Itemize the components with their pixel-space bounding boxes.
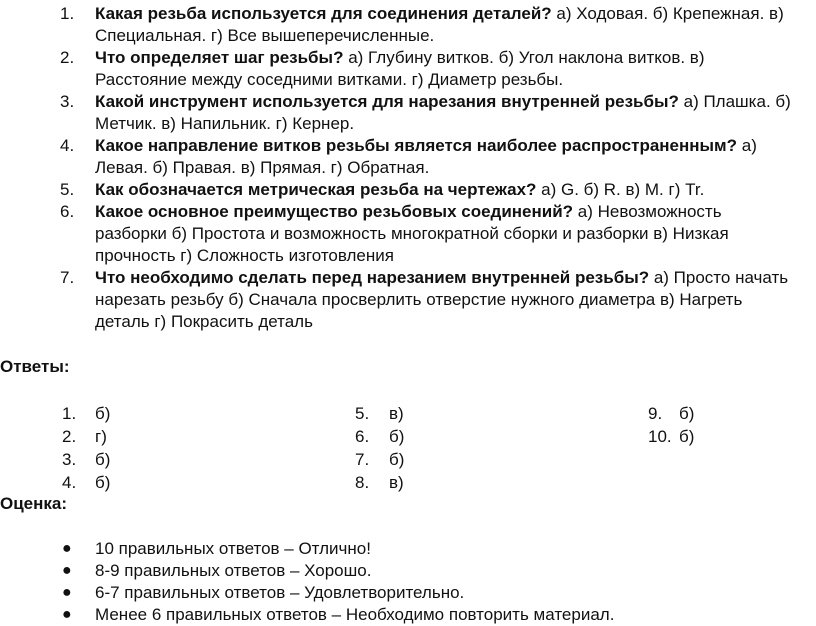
answer-row (355, 426, 404, 449)
answer-row (355, 403, 404, 426)
grading-item (0, 538, 816, 560)
answer-number: 1. (62, 404, 77, 423)
grading-item (0, 560, 816, 582)
answer-value: б) (389, 450, 405, 469)
grading-text: 10 правильных ответов – Отлично! (95, 539, 371, 558)
answer-row (648, 403, 694, 426)
question-item (0, 47, 816, 91)
answer-row (355, 472, 404, 495)
question-item (0, 91, 816, 135)
answer-number: 10. (648, 427, 672, 446)
answer-number: 9. (648, 404, 663, 423)
answer-number: 6. (355, 427, 370, 446)
answer-number: 7. (355, 450, 370, 469)
question-text: Какой инструмент используется для нарезания внутренней резьбы? (95, 92, 679, 111)
answer-value: б) (679, 427, 695, 446)
answers-column (648, 403, 694, 449)
answer-number: 2. (62, 427, 77, 446)
answer-value: б) (95, 404, 111, 423)
question-number: 1. (60, 4, 75, 23)
answer-number: 3. (62, 450, 77, 469)
question-options: а) G. б) R. в) M. г) Tr. (536, 180, 705, 199)
question-text: Какая резьба используется для соединения деталей? (95, 4, 552, 23)
question-text: Что необходимо сделать перед нарезанием внутренней резьбы? (95, 268, 650, 287)
grading-list (0, 538, 816, 626)
grading-title: Оценка: (0, 494, 68, 513)
bullet-icon: ● (62, 584, 72, 601)
answer-value: б) (95, 473, 111, 492)
question-number: 2. (60, 48, 75, 67)
question-number: 3. (60, 92, 75, 111)
question-item (0, 3, 816, 47)
question-options: а) Глубину витков. б) Угол наклона витков. в) Расстояние между соседними витками. г) Диаметр резьбы. (95, 48, 705, 89)
question-number: 5. (60, 180, 75, 199)
answers-title: Ответы: (0, 357, 70, 376)
bullet-icon: ● (62, 540, 72, 557)
answer-number: 4. (62, 473, 77, 492)
grading-text: 8-9 правильных ответов – Хорошо. (95, 561, 372, 580)
grading-text: Менее 6 правильных ответов – Необходимо повторить материал. (95, 605, 615, 624)
answer-row (62, 472, 110, 495)
bullet-icon: ● (62, 606, 72, 623)
question-item (0, 201, 816, 267)
question-number: 6. (60, 202, 75, 221)
question-text: Какое основное преимущество резьбовых соединений? (95, 202, 574, 221)
answer-value: в) (389, 473, 404, 492)
answer-value: г) (95, 427, 107, 446)
answers-column (62, 403, 110, 495)
answer-value: б) (679, 404, 695, 423)
answer-row (648, 426, 694, 449)
question-text: Какое направление витков резьбы является наиболее распространенным? (95, 136, 738, 155)
answer-value: б) (95, 450, 111, 469)
answers-column (355, 403, 404, 495)
grading-text: 6-7 правильных ответов – Удовлетворительно. (95, 583, 465, 602)
question-list (0, 3, 816, 333)
question-text: Что определяет шаг резьбы? (95, 48, 344, 67)
question-options: а) Левая. б) Правая. в) Прямая. г) Обратная. (95, 136, 757, 177)
question-text: Как обозначается метрическая резьба на чертежах? (95, 180, 537, 199)
question-options: а) Просто начать нарезать резьбу б) Сначала просверлить отверстие нужного диаметра в) Нагреть деталь г) Покрасить деталь (95, 268, 789, 331)
answer-number: 5. (355, 404, 370, 423)
question-options: а) Невозможность разборки б) Простота и возможность многократной сборки и разборки в) Низкая прочность г) Сложность изготовления (95, 202, 729, 265)
question-number: 7. (60, 268, 75, 287)
question-item (0, 135, 816, 179)
answer-row (355, 449, 404, 472)
grading-item (0, 582, 816, 604)
answer-row (62, 426, 110, 449)
answer-number: 8. (355, 473, 370, 492)
question-item (0, 179, 816, 201)
answer-row (62, 403, 110, 426)
answer-row (62, 449, 110, 472)
question-number: 4. (60, 136, 75, 155)
question-options: а) Плашка. б) Метчик. в) Напильник. г) Кернер. (95, 92, 791, 133)
grading-item (0, 604, 816, 626)
question-options: а) Ходовая. б) Крепежная. в) Специальная. г) Все вышеперечисленные. (95, 4, 784, 45)
answer-value: в) (389, 404, 404, 423)
answers-grid (0, 403, 816, 503)
bullet-icon: ● (62, 562, 72, 579)
question-item (0, 267, 816, 333)
answer-value: б) (389, 427, 405, 446)
